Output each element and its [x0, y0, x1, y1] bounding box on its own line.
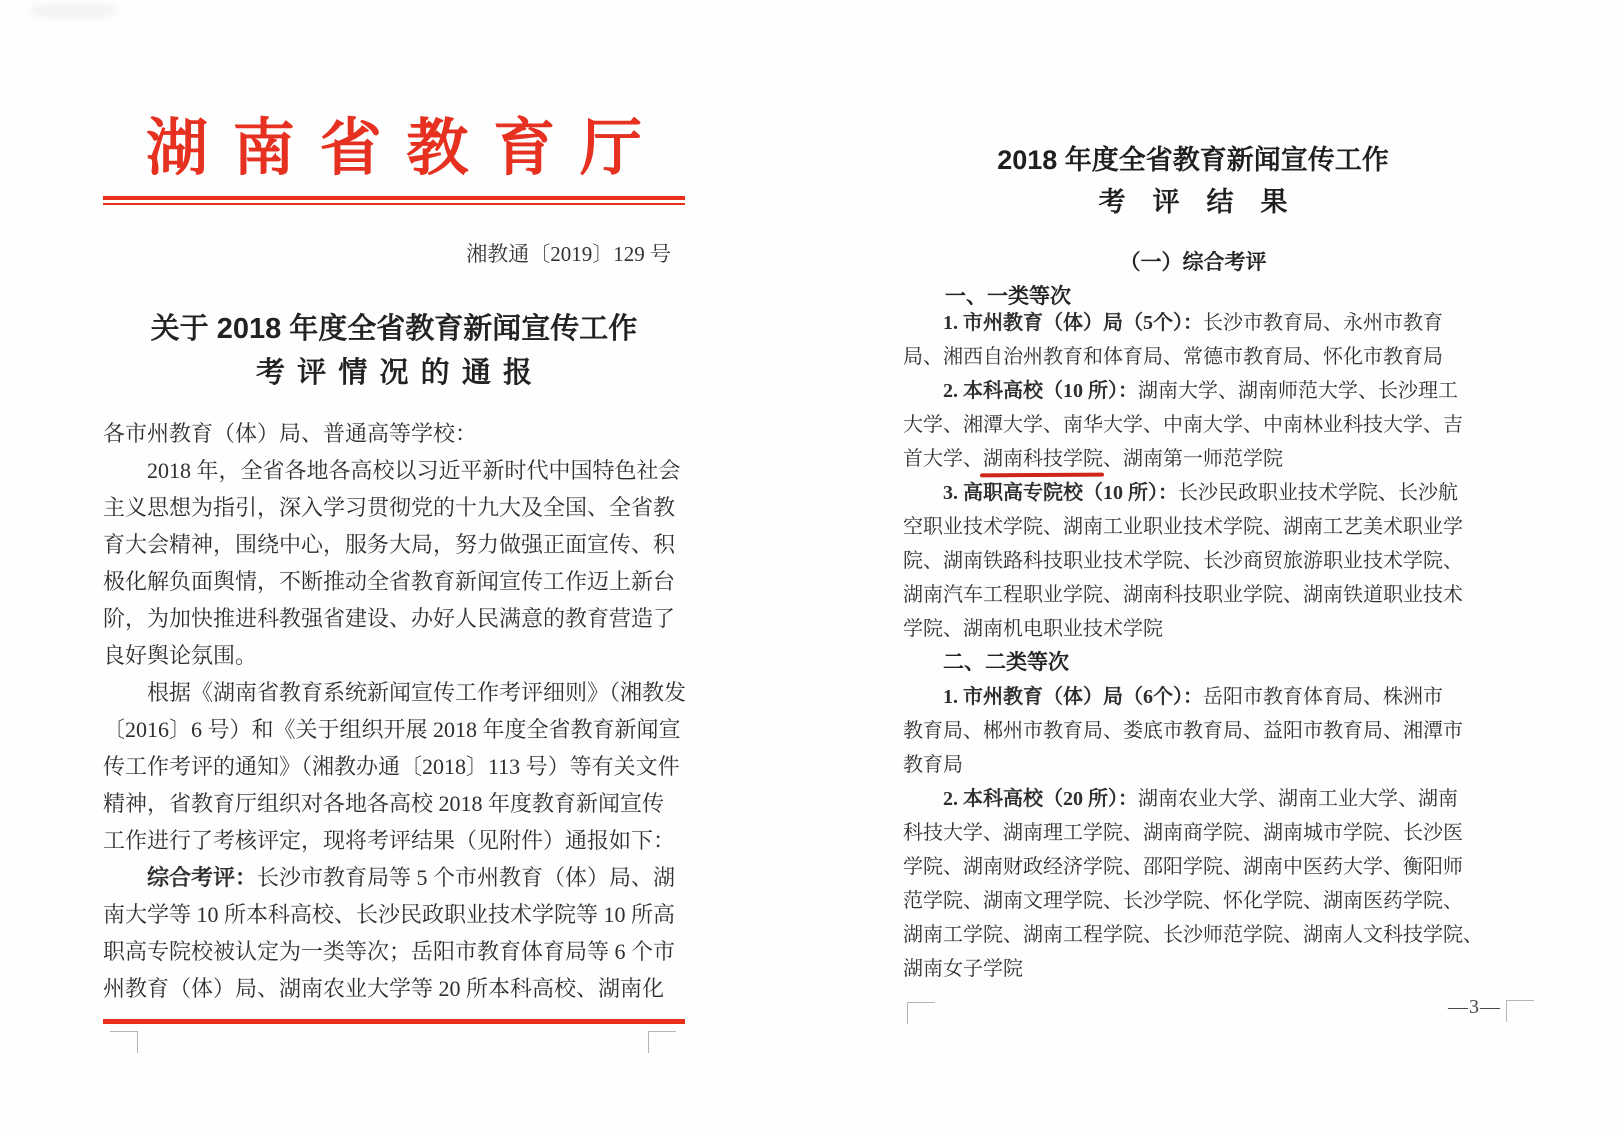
document-line: 教育局、郴州市教育局、娄底市教育局、益阳市教育局、湘潭市 — [903, 720, 1463, 742]
section-heading: （一）综合考评 — [1119, 251, 1267, 274]
document-line: 科技大学、湖南理工学院、湖南商学院、湖南城市学院、长沙医 — [903, 822, 1463, 844]
document-line: 州教育（体）局、湖南农业大学等 20 所本科高校、湖南化 — [103, 976, 665, 1001]
document-line: 育大会精神，围绕中心，服务大局，努力做强正面宣传、积 — [103, 532, 676, 557]
document-line-with-annotation: 首大学、湖南科技学院、湖南第一师范学院 — [903, 442, 1487, 476]
attachment-title-line1: 2018 年度全省教育新闻宣传工作 — [997, 145, 1389, 175]
document-number: 湘教通〔2019〕129 号 — [466, 242, 671, 266]
document-line: 3. 高职高专院校（10 所）：长沙民政职业技术学院、长沙航 — [943, 482, 1458, 504]
class1-heading: 一、一类等次 — [945, 285, 1071, 308]
salutation-line: 各市州教育（体）局、普通高等学校： — [103, 421, 478, 446]
attachment-title-line2: 考评结果 — [1098, 187, 1315, 217]
margin-corner-mark — [110, 1031, 138, 1053]
margin-corner-mark — [907, 1002, 935, 1024]
document-line: 良好舆论氛围。 — [103, 643, 258, 668]
document-line: 范学院、湖南文理学院、长沙学院、怀化学院、湖南医药学院、 — [903, 890, 1463, 912]
document-line: 2. 本科高校（20 所）：湖南农业大学、湖南工业大学、湖南 — [943, 788, 1458, 810]
document-line: 局、湘西自治州教育和体育局、常德市教育局、怀化市教育局 — [903, 346, 1443, 368]
class2-heading: 二、二类等次 — [943, 651, 1069, 674]
left-page-body — [103, 415, 685, 1007]
right-page-body — [903, 306, 1487, 986]
scan-smudge — [28, 2, 118, 20]
document-line: 院、湖南铁路科技职业技术学院、长沙商贸旅游职业技术学院、 — [903, 550, 1463, 572]
red-header-rule — [103, 196, 685, 205]
document-line: 1. 市州教育（体）局（5个）：长沙市教育局、永州市教育 — [943, 312, 1443, 334]
document-line: 1. 市州教育（体）局（6个）：岳阳市教育体育局、株洲市 — [943, 686, 1443, 708]
document-line: 〔2016〕6 号）和《关于组织开展 2018 年度全省教育新闻宣 — [103, 717, 681, 742]
document-line: 大学、湘潭大学、南华大学、中南大学、中南林业科技大学、吉 — [903, 414, 1463, 436]
document-line: 职高专院校被认定为一类等次；岳阳市教育体育局等 6 个市 — [103, 939, 676, 964]
page-number: —3— — [1448, 996, 1501, 1018]
document-line: 工作进行了考核评定，现将考评结果（见附件）通报如下： — [103, 828, 676, 853]
document-line: 湖南汽车工程职业学院、湖南科技职业学院、湖南铁道职业技术 — [903, 584, 1463, 606]
document-line: 湖南女子学院 — [903, 958, 1023, 980]
document-line: 空职业技术学院、湖南工业职业技术学院、湖南工艺美术职业学 — [903, 516, 1463, 538]
document-line: 综合考评：长沙市教育局等 5 个市州教育（体）局、湖 — [147, 865, 676, 890]
document-line: 2018 年，全省各地各高校以习近平新时代中国特色社会 — [147, 458, 681, 483]
document-line: 南大学等 10 所本科高校、长沙民政职业技术学院等 10 所高 — [103, 902, 676, 927]
document-line: 阶，为加快推进科教强省建设、办好人民满意的教育营造了 — [103, 606, 676, 631]
document-line: 湖南工学院、湖南工程学院、长沙师范学院、湖南人文科技学院、 — [903, 924, 1483, 946]
document-line: 教育局 — [903, 754, 963, 776]
document-line: 主义思想为指引，深入学习贯彻党的十九大及全国、全省教 — [103, 495, 676, 520]
document-line: 学院、湖南机电职业技术学院 — [903, 618, 1163, 640]
red-footer-rule — [103, 1019, 685, 1024]
document-line: 极化解负面舆情，不断推动全省教育新闻宣传工作迈上新台 — [103, 569, 676, 594]
document-line: 2. 本科高校（10 所）：湖南大学、湖南师范大学、长沙理工 — [943, 380, 1458, 402]
document-line: 学院、湖南财政经济学院、邵阳学院、湖南中医药大学、衡阳师 — [903, 856, 1463, 878]
red-underlined-school: 湖南科技学院 — [983, 442, 1103, 476]
document-line: 精神，省教育厅组织对各地各高校 2018 年度教育新闻宣传 — [103, 791, 665, 816]
document-title-line2: 考评情况的通报 — [255, 357, 545, 389]
margin-corner-mark — [648, 1031, 676, 1053]
agency-header: 湖南省教育厅 — [145, 115, 667, 183]
document-line: 根据《湖南省教育系统新闻宣传工作考评细则》（湘教发 — [147, 680, 687, 705]
margin-corner-mark — [1506, 1000, 1534, 1022]
document-line: 传工作考评的通知》（湘教办通〔2018〕113 号）等有关文件 — [103, 754, 680, 779]
document-title-line1: 关于 2018 年度全省教育新闻宣传工作 — [150, 313, 638, 345]
